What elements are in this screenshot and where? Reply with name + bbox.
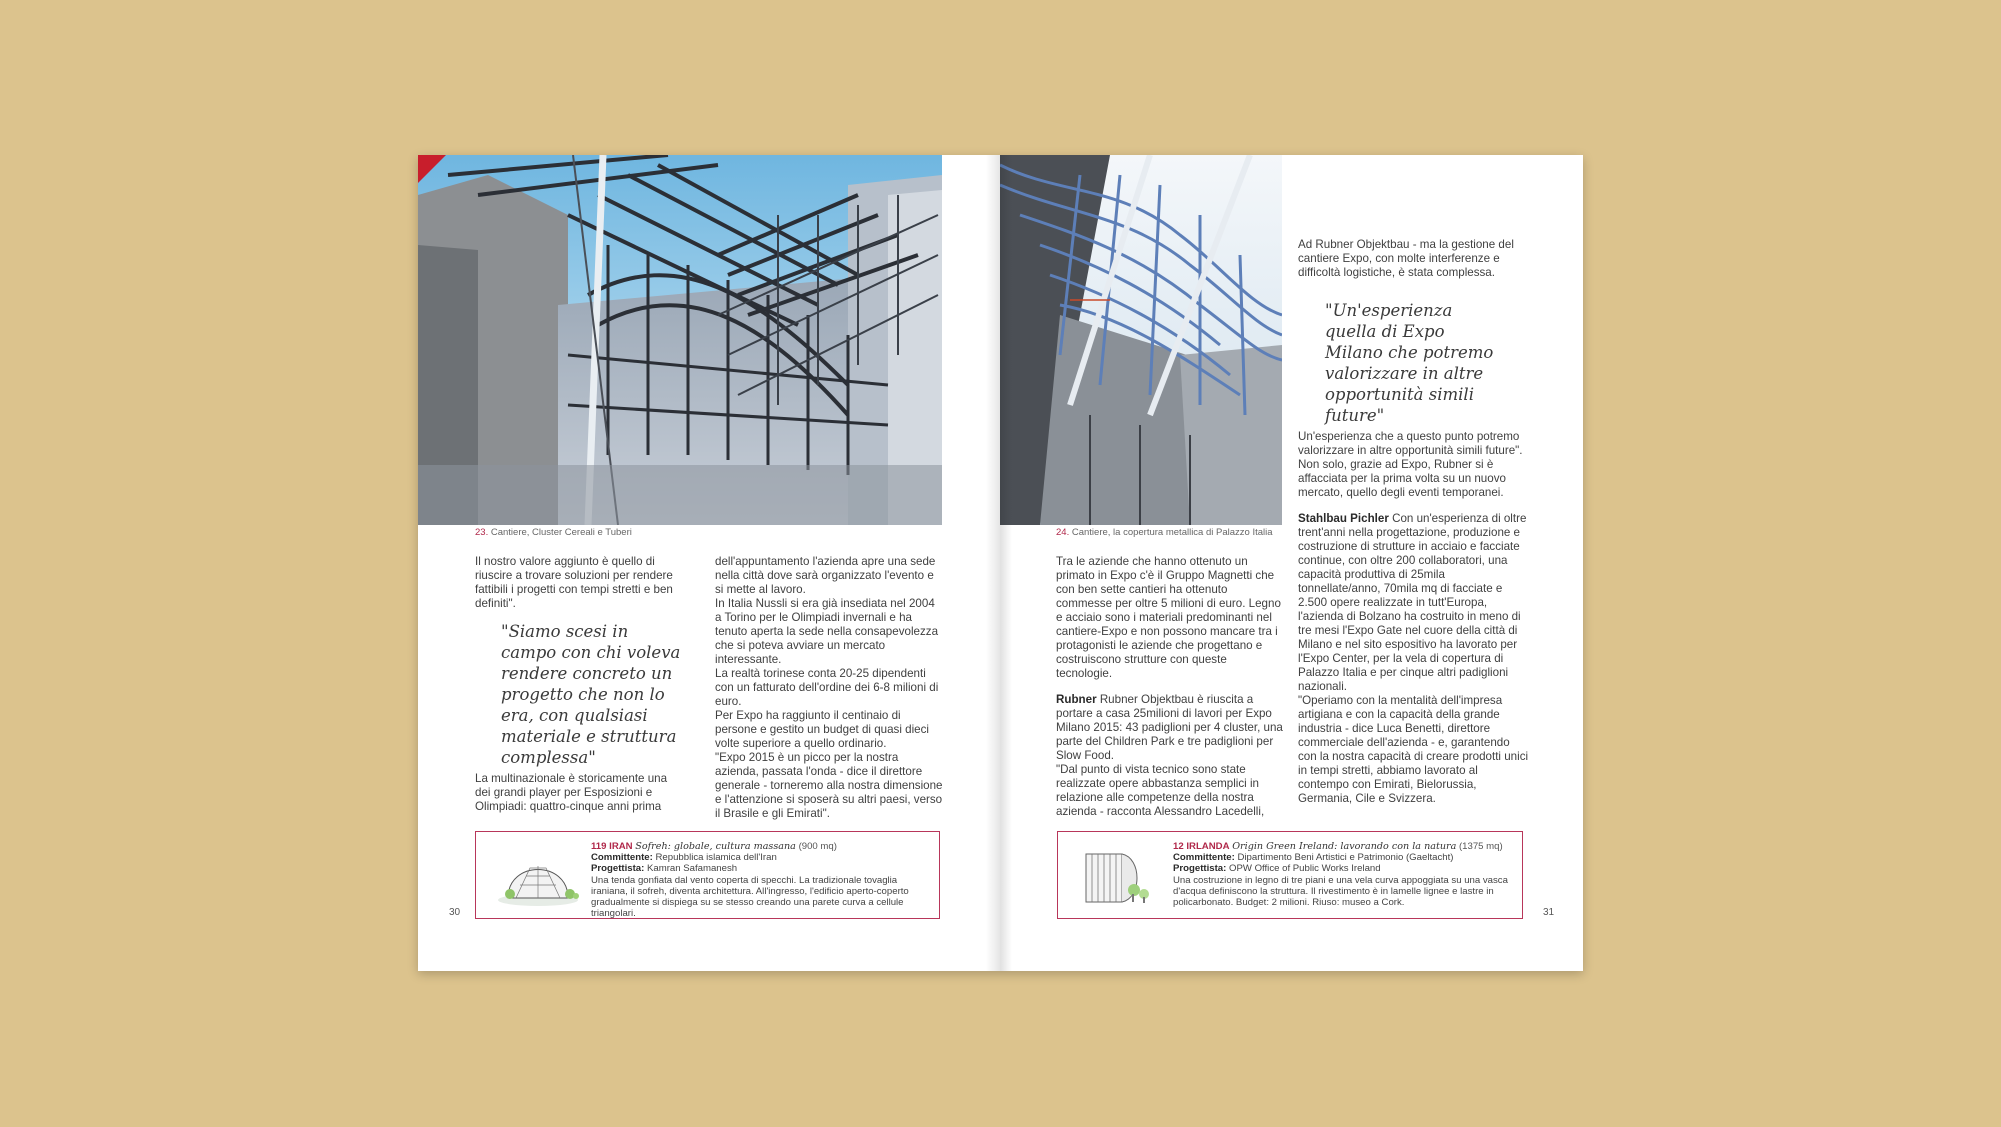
left-page <box>418 155 1000 971</box>
company-name-pichler: Stahlbau Pichler <box>1298 512 1389 525</box>
pavilion-client: Committente: Repubblica islamica dell'Iran <box>591 852 777 864</box>
right-column-2 <box>1298 238 1530 280</box>
magazine-spread <box>418 155 1583 971</box>
photo-cluster-cereali <box>418 155 942 525</box>
pavilion-area: (1375 mq) <box>1458 841 1503 852</box>
body-paragraph: "Expo 2015 è un picco per la nostra azienda, passata l'onda - dice il direttore generale - torneremo alla nostra dimensione e l'attenzione si sposerà su altri paesi, verso il Brasile e gli Emirati". <box>715 751 943 820</box>
company-name-rubner: Rubner <box>1056 693 1097 706</box>
pavilion-designer: Progettista: Kamran Safamanesh <box>591 863 738 875</box>
pavilion-description: Una costruzione in legno di tre piani e una vela curva appoggiata su una vasca d'acqua definiscono la struttura. Il rivestimento è in lamelle lignee e lastre in policarbonato. Budget: 2 milioni. Riuso: museo a Cork. <box>1173 874 1508 909</box>
ireland-pavilion-sketch <box>1072 840 1168 910</box>
body-paragraph: "Dal punto di vista tecnico sono state realizzate opere abbastanza semplici in relazione alle competenze della nostra azienda - racconta Alessandro Lacedelli, <box>1056 763 1265 818</box>
pavilion-country: IRAN <box>609 841 633 852</box>
pavilion-info <box>1173 841 1512 908</box>
photo-palazzo-italia <box>1000 155 1282 525</box>
pavilion-designer: Progettista: OPW Office of Public Works Ireland <box>1173 863 1381 875</box>
page-gutter <box>1000 155 1012 971</box>
pavilion-code: 119 <box>591 841 607 852</box>
pavilion-info <box>591 841 929 919</box>
pavilion-heading <box>1173 841 1512 852</box>
page-number: 31 <box>1543 907 1555 918</box>
right-column-1 <box>1056 555 1284 819</box>
photo-caption <box>475 527 632 538</box>
page-gutter <box>986 155 1000 971</box>
caption-text: Cantiere, la copertura metallica di Palazzo Italia <box>1071 527 1273 538</box>
pavilion-motto: Origin Green Ireland: lavorando con la natura <box>1232 841 1457 852</box>
body-paragraph: La realtà torinese conta 20-25 dipendenti con un fatturato dell'ordine dei 6-8 milioni di euro. <box>715 667 939 708</box>
body-paragraph: Tra le aziende che hanno ottenuto un primato in Expo c'è il Gruppo Magnetti che con ben sette cantieri ha ottenuto commesse per oltre 5 milioni di euro. Legno e acciaio sono i materiali predominanti nel cantiere-Expo e non possono mancare tra i protagonisti le aziende che progettano e costruiscono strutture con queste tecnologie. <box>1056 555 1281 680</box>
left-column-1-bottom <box>475 772 680 814</box>
pavilion-client: Committente: Dipartimento Beni Artistici e Patrimonio (Gaeltacht) <box>1173 852 1454 864</box>
pavilion-heading <box>591 841 929 852</box>
body-paragraph: "Operiamo con la mentalità dell'impresa artigiana e con la capacità della grande industria - dice Luca Benetti, direttore commerciale dell'azienda - e, garantendo con la nostra capacità di creare prodotti unici in tempi stretti, abbiamo lavorato al contempo con Emirati, Bielorussia, Germania, Cile e Svizzera. <box>1298 694 1529 805</box>
page-number: 30 <box>449 907 461 918</box>
caption-text: Cantiere, Cluster Cereali e Tuberi <box>490 527 632 538</box>
right-page <box>1000 155 1583 971</box>
body-paragraph: Stahlbau Pichler Con un'esperienza di oltre trent'anni nella progettazione, produzione e costruzione di strutture in acciaio e facciate continue, con oltre 200 collaboratori, una capacità produttiva di 25mila tonnellate/anno, 70mila mq di facciate e 2.500 opere realizzate in tutt'Europa, l'azienda di Bolzano ha costruito in meno di tre mesi l'Expo Gate nel cuore della città di Milano e nel sito espositivo ha lavorato per l'Expo Center, per la vela di copertura di Palazzo Italia e per cinque altri padiglioni nazionali. <box>1298 512 1527 693</box>
body-paragraph: Ad Rubner Objektbau - ma la gestione del cantiere Expo, con molte interferenze e difficoltà logistiche, è stata complessa. <box>1298 238 1514 279</box>
caption-number: 24. <box>1056 527 1070 538</box>
left-column-2 <box>715 555 943 821</box>
pull-quote: "Un'esperienza quella di Expo Milano che potremo valorizzare in altre opportunità simili future" <box>1325 301 1494 425</box>
body-paragraph: Il nostro valore aggiunto è quello di riuscire a trovare soluzioni per rendere fattibili i progetti con tempi stretti e ben definiti". <box>475 555 673 610</box>
body-paragraph: dell'appuntamento l'azienda apre una sede nella città dove sarà organizzato l'evento e si mette al lavoro. <box>715 555 936 596</box>
left-column-1 <box>475 555 690 611</box>
pavilion-code: 12 <box>1173 841 1184 852</box>
pavilion-box-iran <box>475 831 940 919</box>
pull-quote: "Siamo scesi in campo con chi voleva rendere concreto un progetto che non lo era, con qualsiasi materiale e struttura complessa" <box>501 622 681 767</box>
body-paragraph: Per Expo ha raggiunto il centinaio di persone e gestito un budget di quasi dieci volte superiore a quello ordinario. <box>715 709 929 750</box>
body-paragraph: Rubner Rubner Objektbau è riuscita a portare a casa 25milioni di lavori per Expo Milano 2015: 43 padiglioni per 4 cluster, una parte del Children Park e tre padiglioni per Slow Food. <box>1056 693 1283 762</box>
pavilion-country: IRLANDA <box>1186 841 1230 852</box>
photo-caption <box>1056 527 1273 538</box>
pavilion-motto: Sofreh: globale, cultura massana <box>635 841 796 852</box>
caption-number: 23. <box>475 527 489 538</box>
body-paragraph: In Italia Nussli si era già insediata nel 2004 a Torino per le Olimpiadi invernali e ha tenuto aperta la sede nella consapevolezza che si poteva avviare un mercato interessante. <box>715 597 939 666</box>
pavilion-area: (900 mq) <box>798 841 837 852</box>
body-paragraph: Un'esperienza che a questo punto potremo valorizzare in altre opportunità simili future". Non solo, grazie ad Expo, Rubner si è affacciata per la prima volta su un nuovo mercato, quello degli eventi temporanei. <box>1298 430 1523 499</box>
pavilion-description: Una tenda gonfiata dal vento coperta di specchi. La tradizionale tovaglia iraniana, il sofreh, diventa architettura. All'ingresso, l'edificio aperto-coperto gradualmente si dispiega su se stesso creando una parete curva a cellule triangolari. <box>591 874 909 920</box>
right-column-2-bottom <box>1298 430 1530 806</box>
pavilion-box-irlanda <box>1057 831 1523 919</box>
body-paragraph: La multinazionale è storicamente una dei grandi player per Esposizioni e Olimpiadi: quattro-cinque anni prima <box>475 772 668 813</box>
iran-pavilion-sketch <box>490 840 586 910</box>
